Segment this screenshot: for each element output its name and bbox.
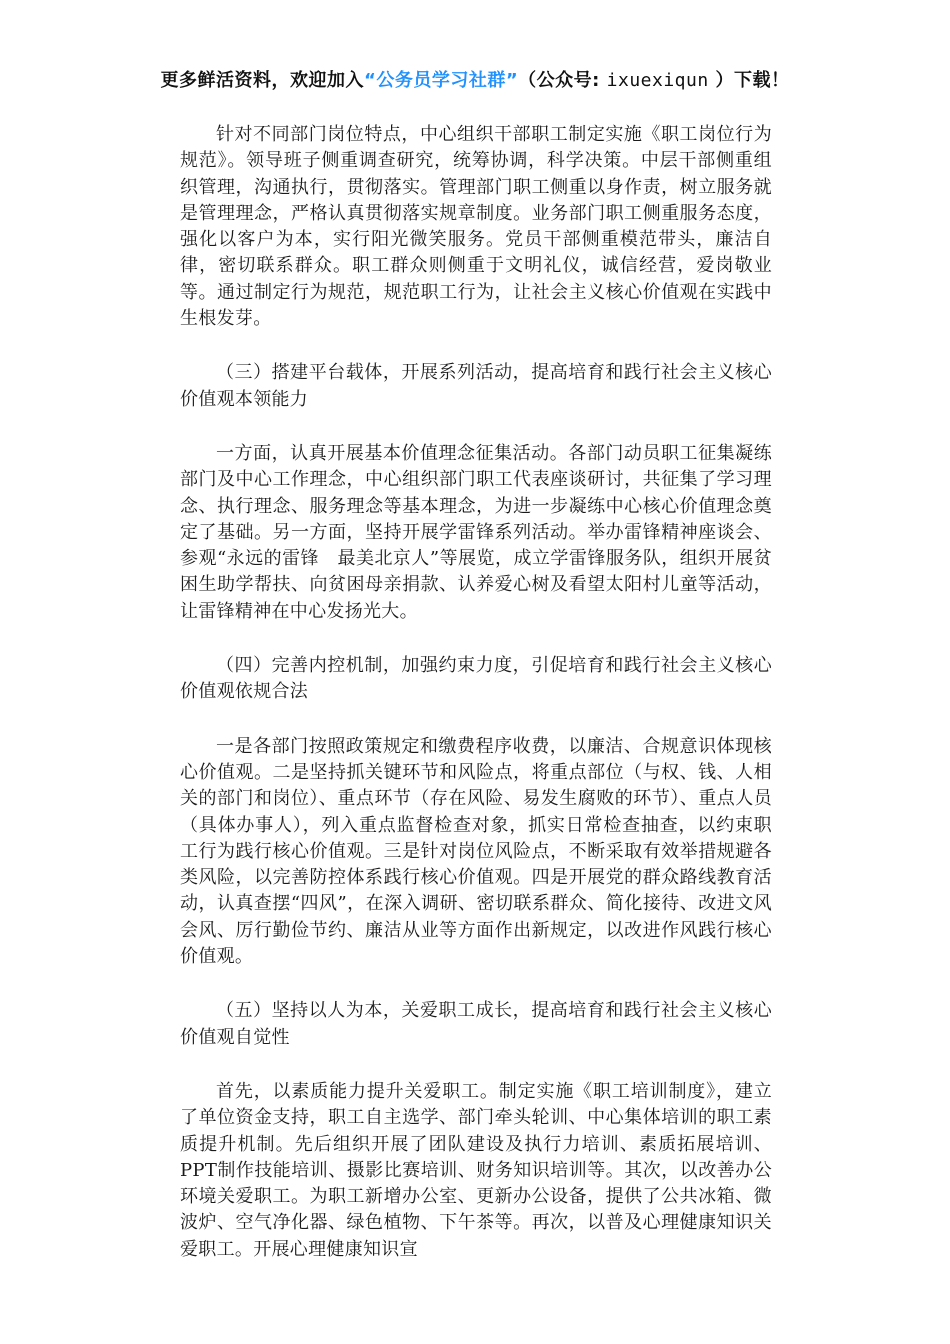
download-banner (0, 66, 950, 92)
body-paragraph: 一是各部门按照政策规定和缴费程序收费，以廉洁、合规意识体现核心价值观。二是坚持抓关键环节和风险点，将重点部位（与权、钱、人相关的部门和岗位）、重点环节（存在风险、易发生腐败的环节）、重点人员（具体办事人），列入重点监督检查对象，抓实日常检查抽查，以约束职工行为践行核心价值观。三是针对岗位风险点，不断采取有效举措规避各类风险，以完善防控体系践行核心价值观。四是开展党的群众路线教育活动，认真查摆“四风”，在深入调研、密切联系群众、简化接待、改进文风会风、厉行勤俭节约、廉洁从业等方面作出新规定，以改进作风践行核心价值观。 (180, 735, 772, 968)
banner-account-label: （公众号: (518, 70, 600, 91)
body-paragraph: 一方面，认真开展基本价值理念征集活动。各部门动员职工征集凝练部门及中心工作理念，中心组织部门职工代表座谈研讨，共征集了学习理念、执行理念、服务理念等基本理念，为进一步凝练中心核心价值理念奠定了基础。另一方面，坚持开展学雷锋系列活动。举办雷锋精神座谈会、参观“永远的雷锋 最美北京人”等展览，成立学雷锋服务队，组织开展贫困生助学帮扶、向贫困母亲捐款、认养爱心树及看望太阳村儿童等活动，让雷锋精神在中心发扬光大。 (180, 442, 772, 622)
body-paragraph: 针对不同部门岗位特点，中心组织干部职工制定实施《职工岗位行为规范》。领导班子侧重调查研究，统筹协调，科学决策。中层干部侧重组织管理，沟通执行，贯彻落实。管理部门职工侧重以身作责，树立服务就是管理理念，严格认真贯彻落实规章制度。业务部门职工侧重服务态度，强化以客户为本，实行阳光微笑服务。党员干部侧重模范带头，廉洁自律，密切联系群众。职工群众则侧重于文明礼仪，诚信经营，爱岗敬业等。通过制定行为规范，规范职工行为，让社会主义核心价值观在实践中生根发芽。 (180, 124, 772, 330)
banner-account-id: ixuexiqun (606, 70, 709, 91)
banner-prefix: 更多鲜活资料，欢迎加入 (160, 70, 364, 91)
banner-suffix: ）下载！ (715, 70, 790, 91)
section-heading: （五）坚持以人为本，关爱职工成长，提高培育和践行社会主义核心价值观自觉性 (180, 1000, 772, 1048)
section-heading: （三）搭建平台载体，开展系列活动，提高培育和践行社会主义核心价值观本领能力 (180, 362, 772, 410)
document-body (180, 122, 772, 1291)
body-paragraph: 首先，以素质能力提升关爱职工。制定实施《职工培训制度》，建立了单位资金支持，职工自主选学、部门牵头轮训、中心集体培训的职工素质提升机制。先后组织开展了团队建设及执行力培训、素质拓展培训、PPT制作技能培训、摄影比赛培训、财务知识培训等。其次，以改善办公环境关爱职工。为职工新增办公室、更新办公设备，提供了公共冰箱、微波炉、空气净化器、绿色植物、下午茶等。再次，以普及心理健康知识关爱职工。开展心理健康知识宣 (180, 1080, 772, 1260)
banner-group-name: “公务员学习社群” (364, 70, 519, 91)
section-heading: （四）完善内控机制，加强约束力度，引促培育和践行社会主义核心价值观依规合法 (180, 655, 772, 703)
